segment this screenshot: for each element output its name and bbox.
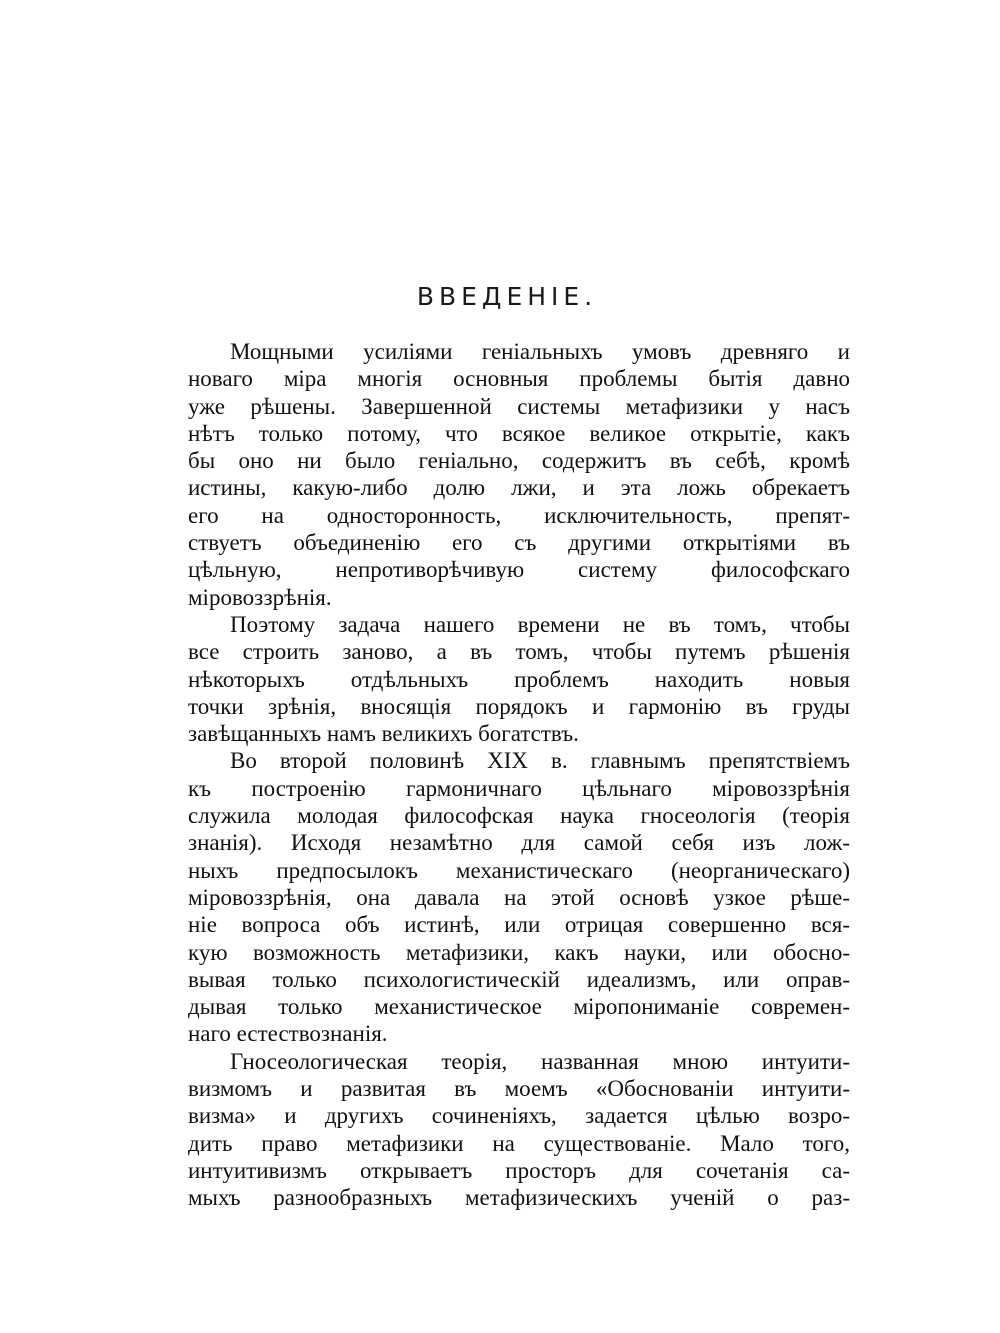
text-line: дывая только механистическое міропониманіе современ- [188,994,850,1020]
text-line: визма» и другихъ сочиненіяхъ, задается цѣлью возро- [188,1103,850,1129]
text-line: цѣльную, непротиворѣчивую систему философскаго [188,557,850,583]
text-line: Гносеологическая теорія, названная мною интуити- [230,1048,850,1074]
text-line: бы оно ни было геніально, содержитъ въ себѣ, кромѣ [188,448,850,474]
text-line: Во второй половинѣ XIX в. главнымъ препятствіемъ [230,748,850,774]
text-line: его на односторонность, исключительность, препят- [188,502,850,528]
text-line: новаго міра многія основныя проблемы бытія давно [188,366,850,392]
text-line: Поэтому задача нашего времени не въ томъ, чтобы [230,611,850,637]
text-line: ствуетъ объединенію его съ другими открытіями въ [188,530,850,556]
text-line: ныхъ предпосылокъ механистическаго (неорганическаго) [188,857,850,883]
text-line: ніе вопроса объ истинѣ, или отрицая совершенно вся- [188,912,850,938]
text-line: завѣщанныхъ намъ великихъ богатствъ. [188,721,579,747]
text-line: вывая только психологистическій идеализмъ, или оправ- [188,966,850,992]
text-line: уже рѣшены. Завершенной системы метафизики у насъ [188,393,850,419]
text-line: нѣкоторыхъ отдѣльныхъ проблемъ находить новыя [188,666,850,692]
text-line: Мощными усиліями геніальныхъ умовъ древняго и [230,339,850,364]
text-line: точки зрѣнія, вносящія порядокъ и гармонію въ груды [188,693,850,719]
text-line: міровоззрѣнія, она давала на этой основѣ узкое рѣше- [188,884,850,910]
text-line: служила молодая философская наука гносеологія (теорія [188,803,850,829]
text-line: мыхъ разнообразныхъ метафизическихъ ученій о раз- [188,1185,850,1211]
text-line: интуитивизмъ открываетъ просторъ для сочетанія са- [188,1157,850,1183]
text-line: нѣтъ только потому, что всякое великое открытіе, какъ [188,420,850,446]
text-line: кую возможность метафизики, какъ науки, или обосно- [188,939,850,965]
text-line: къ построенію гармоничнаго цѣльнаго міровоззрѣнія [188,775,850,801]
text-line: все строить заново, а въ томъ, чтобы путемъ рѣшенія [188,639,850,665]
text-line: истины, какую-либо долю лжи, и эта ложь обрекаетъ [188,475,850,501]
text-line: наго естествознанія. [188,1021,388,1047]
text-line: знанія). Исходя незамѣтно для самой себя изъ лож- [188,830,850,856]
page-title: ВВЕДЕНIЕ. [416,282,598,311]
text-line: дить право метафизики на существованіе. Мало того, [188,1130,850,1156]
text-line: визмомъ и развитая въ моемъ «Обоснованіи интуити- [188,1076,850,1102]
body-text [188,338,850,1212]
text-line: міровоззрѣнія. [188,584,332,610]
